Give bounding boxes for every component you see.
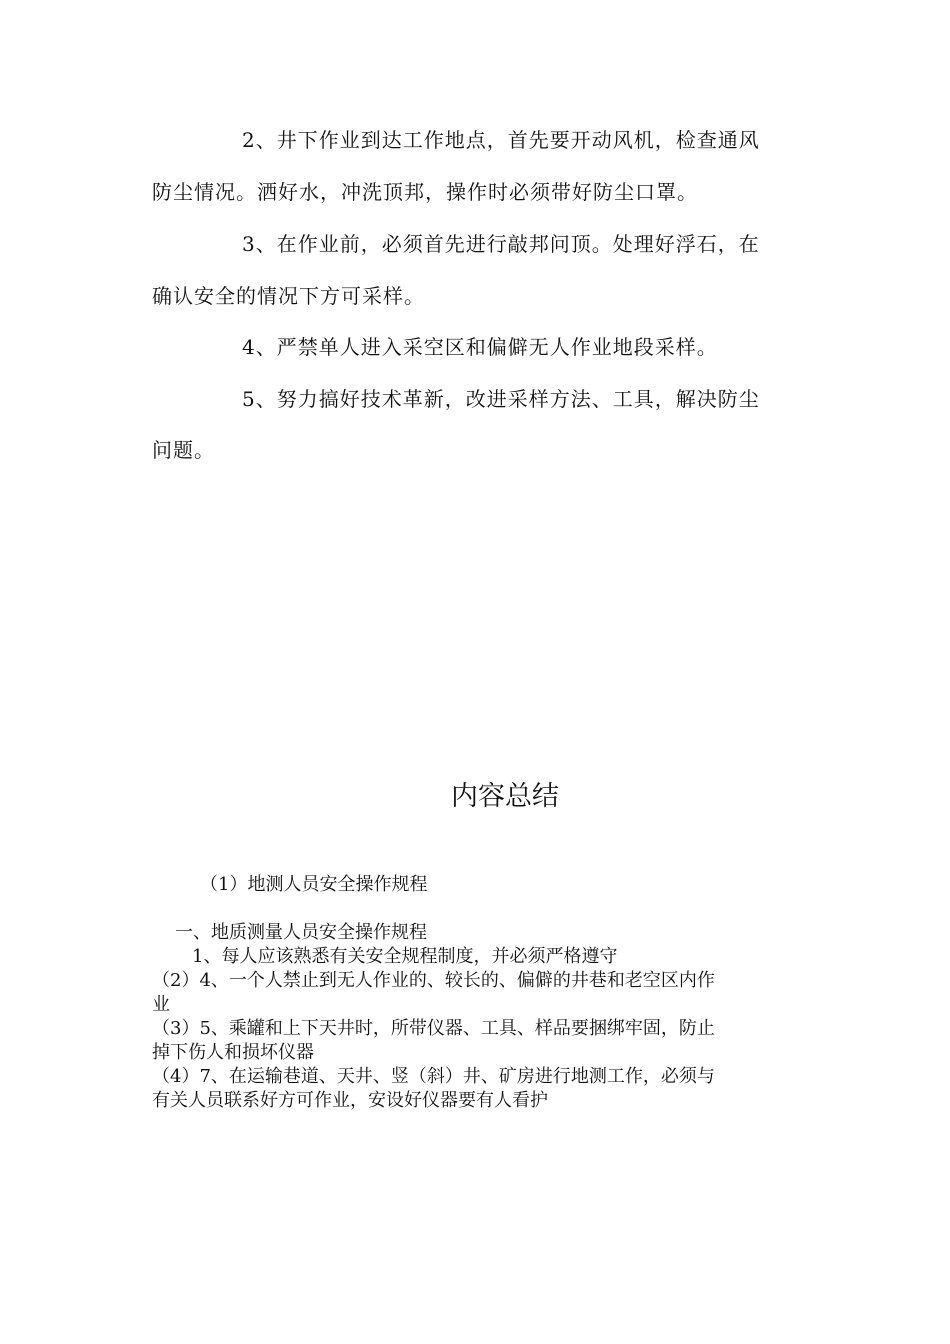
paragraph-5-line-1: 5、努力搞好技术革新，改进采样方法、工具，解决防尘 [242, 387, 760, 411]
summary-item-4-line-1: （2）4、一个人禁止到无人作业的、较长的、偏僻的井巷和老空区内作 [152, 970, 715, 991]
summary-item-5-line-1: （3）5、乘罐和上下天井时，所带仪器、工具、样品要捆绑牢固，防止 [152, 1018, 715, 1039]
summary-title: 内容总结 [451, 781, 559, 812]
summary-item-2: 一、地质测量人员安全操作规程 [175, 922, 427, 943]
summary-item-5-line-2: 掉下伤人和损坏仪器 [152, 1042, 314, 1063]
paragraph-3-line-1: 3、在作业前，必须首先进行敲邦问顶。处理好浮石，在 [242, 232, 760, 256]
paragraph-5-line-2: 问题。 [152, 438, 215, 462]
summary-item-3: 1、每人应该熟悉有关安全规程制度，并必须严格遵守 [192, 946, 618, 967]
paragraph-4-line-1: 4、严禁单人进入采空区和偏僻无人作业地段采样。 [242, 335, 718, 359]
summary-item-6-line-1: （4）7、在运输巷道、天井、竖（斜）井、矿房进行地测工作，必须与 [152, 1066, 715, 1087]
summary-item-1: （1）地测人员安全操作规程 [200, 874, 428, 895]
summary-item-4-line-2: 业 [152, 994, 170, 1015]
paragraph-2-line-1: 2、井下作业到达工作地点，首先要开动风机，检查通风 [242, 128, 760, 152]
summary-item-6-line-2: 有关人员联系好方可作业，安设好仪器要有人看护 [152, 1090, 548, 1111]
paragraph-3-line-2: 确认安全的情况下方可采样。 [152, 284, 425, 308]
paragraph-2-line-2: 防尘情况。洒好水，冲洗顶邦，操作时必须带好防尘口罩。 [152, 180, 698, 204]
